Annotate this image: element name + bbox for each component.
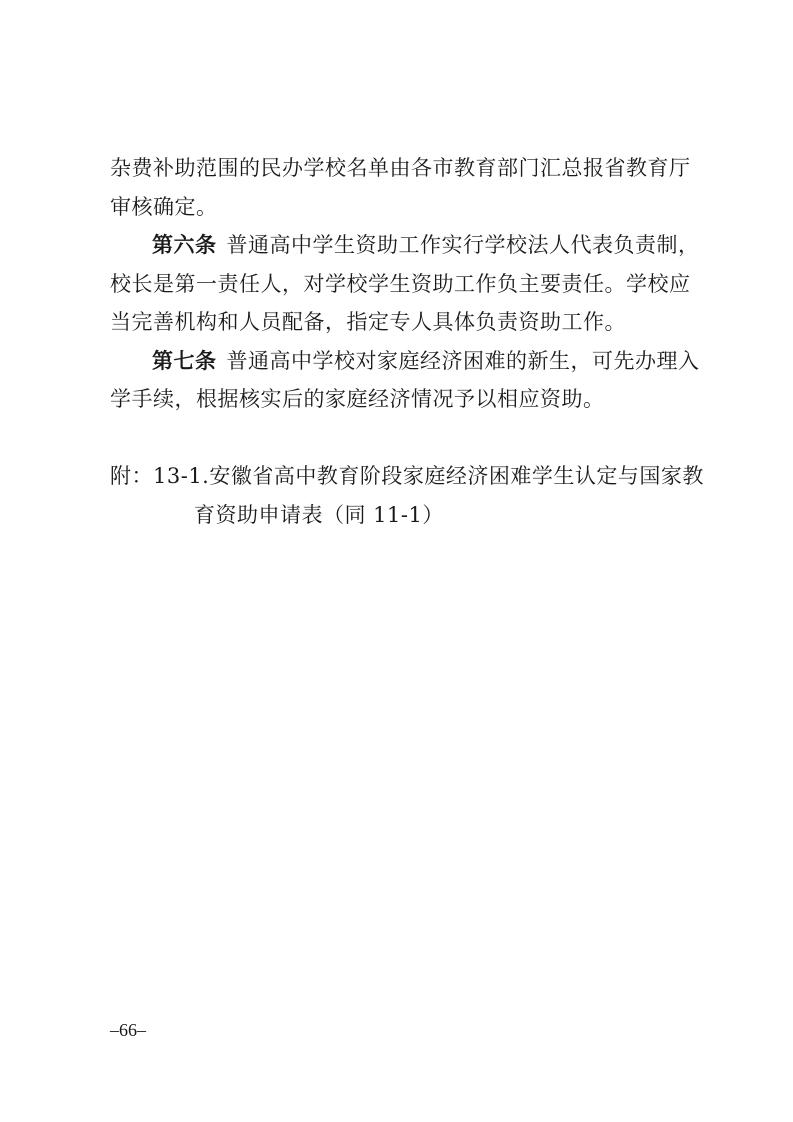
article-6-line xyxy=(152,231,752,259)
article-6-label: 第六条 xyxy=(152,232,217,257)
page-number: –66– xyxy=(110,1020,146,1040)
appendix-line: 附：13-1.安徽省高中教育阶段家庭经济困难学生认定与国家教 xyxy=(110,464,704,488)
paragraph-line: 当完善机构和人员配备，指定专人具体负责资助工作。 xyxy=(110,310,626,334)
paragraph-line: 杂费补助范围的民办学校名单由各市教育部门汇总报省教育厅 xyxy=(110,156,691,180)
paragraph-line: 校长是第一责任人，对学校学生资助工作负主要责任。学校应 xyxy=(110,272,691,296)
article-7-label: 第七条 xyxy=(152,348,217,373)
article-7-line xyxy=(152,347,752,375)
article-7-text: 普通高中学校对家庭经济困难的新生，可先办理入 xyxy=(226,349,700,373)
article-6-text: 普通高中学生资助工作实行学校法人代表负责制， xyxy=(226,233,700,257)
paragraph-line: 审核确定。 xyxy=(110,195,218,219)
paragraph-line: 学手续，根据核实后的家庭经济情况予以相应资助。 xyxy=(110,387,605,411)
appendix-line: 育资助申请表（同 11-1） xyxy=(194,503,444,527)
